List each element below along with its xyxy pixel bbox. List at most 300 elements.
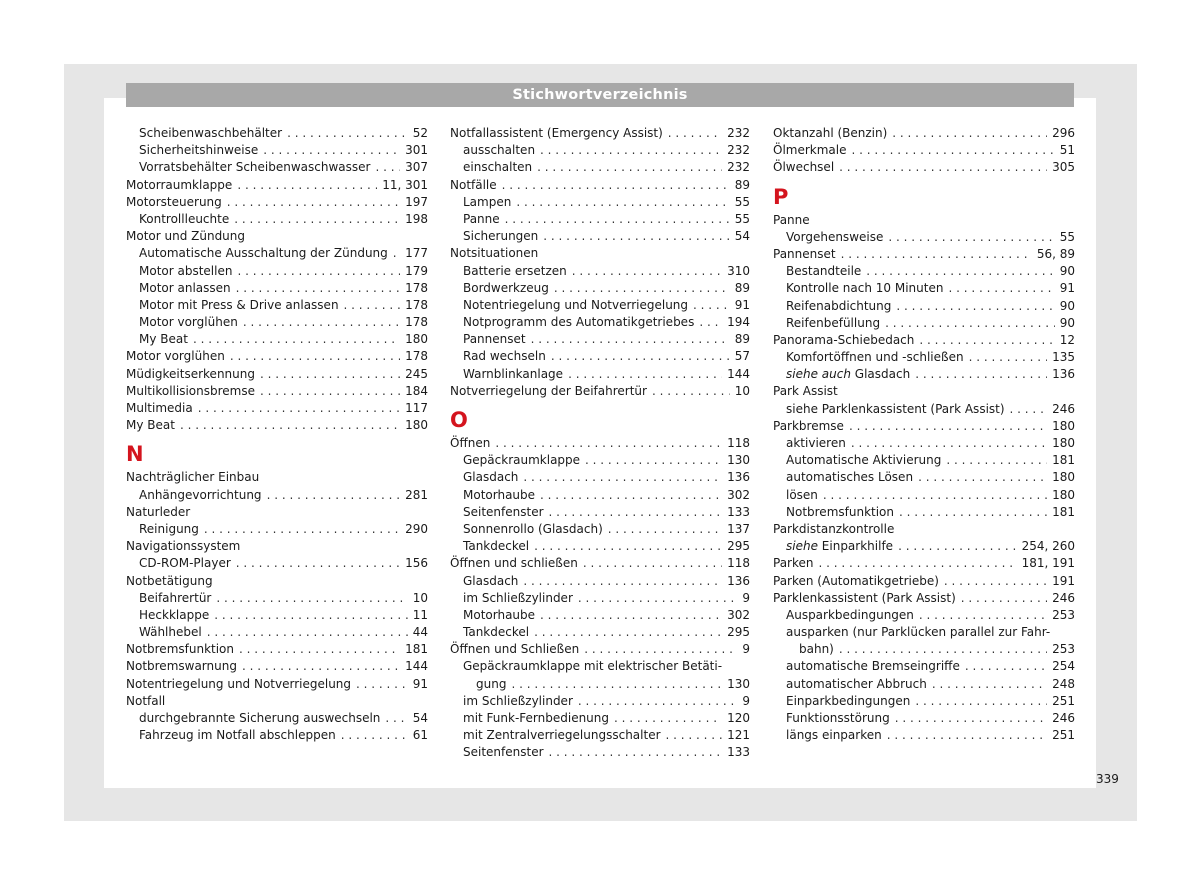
- index-entry: [773, 212, 1075, 229]
- entry-term: Glasdach: [463, 573, 519, 588]
- entry-term: My Beat: [126, 418, 175, 433]
- index-entry: [450, 435, 750, 452]
- entry-term: automatischer Abbruch: [786, 676, 927, 691]
- entry-term: Panne: [463, 211, 500, 226]
- entry-term: My Beat: [139, 332, 188, 347]
- entry-term: Gepäckraumklappe: [463, 453, 581, 468]
- index-subentry: [450, 573, 750, 590]
- index-subentry: [773, 693, 1075, 710]
- page-reference: 178: [405, 349, 428, 364]
- entry-term: Bestandteile: [786, 264, 862, 279]
- index-column-3: [773, 125, 1075, 744]
- index-subentry: [126, 142, 428, 159]
- dot-leader: [216, 590, 407, 607]
- page-reference: 248: [1052, 676, 1075, 691]
- entry-term: Parkbremse: [773, 418, 844, 433]
- entry-term: Notentriegelung und Notverriegelung: [126, 676, 352, 691]
- entry-term: Batterie ersetzen: [463, 263, 567, 278]
- page-reference: 281: [405, 487, 428, 502]
- entry-term: Ölmerkmale: [773, 143, 847, 158]
- index-subentry: [450, 744, 750, 761]
- index-subentry: [450, 607, 750, 624]
- index-subentry: [126, 727, 428, 744]
- dot-leader: [918, 469, 1047, 486]
- index-subentry: [450, 590, 750, 607]
- index-entry: [126, 693, 428, 710]
- dot-leader: [823, 487, 1047, 504]
- entry-term: Nachträglicher Einbau: [126, 470, 260, 485]
- page-reference: 91: [412, 676, 428, 691]
- index-subentry: [450, 142, 750, 159]
- index-entry: [126, 417, 428, 434]
- entry-term: Müdigkeitserkennung: [126, 366, 255, 381]
- index-entry: [126, 366, 428, 383]
- dot-leader: [932, 676, 1047, 693]
- dot-leader: [540, 142, 722, 159]
- page-reference: 121: [727, 728, 750, 743]
- dot-leader: [511, 676, 722, 693]
- index-subentry: [450, 727, 750, 744]
- page-reference: 305: [1052, 160, 1075, 175]
- index-subentry: [773, 229, 1075, 246]
- index-subentry: [450, 658, 750, 675]
- index-subentry: [450, 211, 750, 228]
- index-subentry: [126, 331, 428, 348]
- index-entry: [773, 555, 1075, 572]
- dot-leader: [919, 332, 1054, 349]
- entry-term: Sonnenrollo (Glasdach): [463, 521, 603, 536]
- page-reference: 133: [727, 504, 750, 519]
- dot-leader: [839, 159, 1047, 176]
- dot-leader: [502, 177, 730, 194]
- index-subentry: [773, 452, 1075, 469]
- dot-leader: [841, 246, 1032, 263]
- page-reference: 120: [727, 711, 750, 725]
- index-subentry: [450, 297, 750, 314]
- entry-term: Vorgehensweise: [786, 229, 884, 244]
- index-subentry: [450, 538, 750, 555]
- index-entry: [773, 573, 1075, 590]
- dot-leader: [919, 607, 1047, 624]
- entry-term: Naturleder: [126, 504, 191, 519]
- page-reference: 130: [727, 453, 750, 468]
- index-subentry: [450, 280, 750, 297]
- dot-leader: [516, 194, 729, 211]
- page-reference: 144: [405, 659, 428, 674]
- index-entry: [126, 658, 428, 675]
- dot-leader: [895, 710, 1047, 727]
- index-subentry: [773, 641, 1075, 658]
- page-reference: 232: [727, 143, 750, 158]
- index-subentry: [773, 487, 1075, 504]
- page-reference: 91: [1059, 281, 1075, 296]
- dot-leader: [239, 641, 400, 658]
- page-reference: 246: [1052, 711, 1075, 725]
- dot-leader: [584, 641, 737, 658]
- entry-term: Motorsteuerung: [126, 194, 222, 209]
- entry-term-text: Glasdach: [854, 367, 911, 382]
- dot-leader: [578, 590, 737, 607]
- index-column-2: [450, 125, 750, 762]
- entry-term: Navigationssystem: [126, 539, 241, 554]
- entry-term: einschalten: [463, 160, 533, 175]
- dot-leader: [534, 624, 722, 641]
- page-reference: 246: [1052, 590, 1075, 605]
- index-subentry: [773, 676, 1075, 693]
- entry-term: Automatische Ausschaltung der Zündung: [139, 246, 388, 261]
- index-subentry: [773, 469, 1075, 486]
- dot-leader: [578, 693, 737, 710]
- dot-leader: [608, 521, 722, 538]
- entry-term: Scheibenwaschbehälter: [139, 126, 283, 140]
- entry-term: CD-ROM-Player: [139, 556, 231, 571]
- index-subentry: [450, 159, 750, 176]
- dot-leader: [551, 348, 730, 365]
- index-entry: [773, 521, 1075, 538]
- entry-term: Seitenfenster: [463, 504, 544, 519]
- index-entry: [126, 348, 428, 365]
- entry-term: Vorratsbehälter Scheibenwaschwasser: [139, 160, 371, 175]
- index-entry: [126, 383, 428, 400]
- index-entry: [126, 504, 428, 521]
- entry-term: Kontrollleuchte: [139, 211, 230, 226]
- page-reference: 180: [1052, 487, 1075, 502]
- page-reference: 290: [405, 521, 428, 536]
- index-subentry: [773, 298, 1075, 315]
- page-reference: 89: [734, 280, 750, 295]
- entry-term: Notbremsfunktion: [126, 642, 235, 657]
- index-entry: [450, 555, 750, 572]
- entry-term: Multikollisionsbremse: [126, 383, 255, 398]
- entry-term: Fahrzeug im Notfall abschleppen: [139, 728, 336, 743]
- entry-term: Reifenbefüllung: [786, 315, 881, 330]
- dot-leader: [523, 469, 722, 486]
- entry-term: lösen: [786, 487, 818, 502]
- page-reference: 184: [405, 383, 428, 398]
- section-title-bar: [126, 83, 1074, 107]
- entry-term: im Schließzylinder: [463, 693, 573, 708]
- page-reference: 135: [1052, 350, 1075, 365]
- index-subentry: [773, 727, 1075, 744]
- dot-leader: [693, 297, 730, 314]
- entry-term: automatische Bremseingriffe: [786, 659, 960, 674]
- page-reference: 11: [412, 607, 428, 622]
- index-entry: [126, 228, 428, 245]
- index-subentry: [450, 228, 750, 245]
- dot-leader: [214, 607, 408, 624]
- entry-term: Motor mit Press & Drive anlassen: [139, 297, 339, 312]
- page-reference: 254, 260: [1021, 539, 1075, 554]
- page-reference: 118: [727, 556, 750, 571]
- dot-leader: [668, 125, 722, 142]
- dot-leader: [540, 607, 722, 624]
- index-entry: [773, 383, 1075, 400]
- index-subentry: [773, 349, 1075, 366]
- index-subentry: [126, 159, 428, 176]
- page-reference: 55: [734, 211, 750, 226]
- page-reference: 90: [1059, 315, 1075, 330]
- index-entry: [773, 418, 1075, 435]
- page-reference: 178: [405, 280, 428, 295]
- page-reference: 178: [405, 297, 428, 312]
- index-entry: [450, 641, 750, 658]
- index-entry: [450, 125, 750, 142]
- page-reference: 117: [405, 401, 428, 415]
- dot-leader: [287, 125, 408, 142]
- page-reference: 302: [727, 487, 750, 502]
- dot-leader: [965, 658, 1047, 675]
- index-subentry: [450, 452, 750, 469]
- page-reference: 118: [727, 436, 750, 450]
- entry-term: Motorhaube: [463, 607, 536, 622]
- entry-term: automatisches Lösen: [786, 470, 914, 485]
- entry-term: Öffnen und schließen: [450, 556, 578, 571]
- index-subentry: [773, 401, 1075, 418]
- page-reference: 89: [734, 332, 750, 347]
- index-subentry: [773, 504, 1075, 521]
- dot-leader: [385, 710, 407, 727]
- entry-term: Oktanzahl (Benzin): [773, 126, 888, 140]
- entry-term: Notsituationen: [450, 246, 539, 261]
- entry-term: Funktionsstörung: [786, 711, 890, 725]
- index-subentry: [773, 607, 1075, 624]
- entry-term: Notfälle: [450, 177, 497, 192]
- dot-leader: [885, 315, 1055, 332]
- dot-leader: [896, 298, 1054, 315]
- index-subentry: [450, 487, 750, 504]
- index-subentry: [450, 504, 750, 521]
- index-entry: [126, 469, 428, 486]
- index-subentry: [126, 263, 428, 280]
- entry-term: bahn): [799, 642, 834, 657]
- page-reference: 180: [1052, 436, 1075, 450]
- index-subentry: [773, 624, 1075, 641]
- page-reference: 10: [734, 383, 750, 398]
- entry-term: Parken: [773, 556, 814, 571]
- dot-leader: [652, 383, 730, 400]
- page-reference: 137: [727, 521, 750, 536]
- index-subentry: [450, 194, 750, 211]
- entry-term: Anhängevorrichtung: [139, 487, 262, 502]
- index-subentry: [126, 555, 428, 572]
- page-reference: 310: [727, 263, 750, 278]
- page-reference: 136: [727, 470, 750, 485]
- page-reference: 180: [405, 332, 428, 347]
- dot-leader: [852, 142, 1055, 159]
- index-entry: [450, 177, 750, 194]
- dot-leader: [505, 211, 730, 228]
- dot-leader: [243, 314, 400, 331]
- cross-reference-prefix: siehe auch: [786, 367, 851, 382]
- index-subentry: [773, 658, 1075, 675]
- entry-term: Kontrolle nach 10 Minuten: [786, 281, 944, 296]
- entry-term: Tankdeckel: [463, 539, 530, 554]
- page-reference: 54: [412, 711, 428, 725]
- dot-leader: [531, 331, 730, 348]
- dot-leader: [887, 727, 1047, 744]
- page-reference: 9: [742, 590, 750, 605]
- dot-leader: [969, 349, 1048, 366]
- entry-term: Pannenset: [463, 332, 526, 347]
- index-entry: [450, 245, 750, 262]
- dot-leader: [263, 142, 400, 159]
- dot-leader: [180, 417, 400, 434]
- entry-term: Park Assist: [773, 384, 838, 399]
- page-reference: 136: [1052, 367, 1075, 382]
- dot-leader: [614, 710, 722, 727]
- page-reference: 179: [405, 263, 428, 278]
- entry-term: Notbetätigung: [126, 573, 213, 588]
- dot-leader: [944, 573, 1047, 590]
- dot-leader: [583, 555, 722, 572]
- index-entry: [773, 125, 1075, 142]
- page-reference: 51: [1059, 143, 1075, 158]
- index-subentry: [450, 710, 750, 727]
- page-reference: 181: [405, 642, 428, 657]
- index-subentry: [773, 366, 1075, 383]
- index-subentry: [450, 331, 750, 348]
- index-subentry: [450, 521, 750, 538]
- page-reference: 180: [1052, 418, 1075, 433]
- dot-leader: [1010, 401, 1048, 418]
- dot-leader: [237, 263, 400, 280]
- entry-term: Panne: [773, 212, 810, 227]
- dot-leader: [356, 676, 408, 693]
- page-reference: 178: [405, 315, 428, 330]
- page-reference: 136: [727, 573, 750, 588]
- index-entry: [773, 142, 1075, 159]
- index-entry: [450, 383, 750, 400]
- page-reference: 245: [405, 366, 428, 381]
- dot-leader: [193, 331, 400, 348]
- entry-term: Notprogramm des Automatikgetriebes: [463, 315, 695, 330]
- dot-leader: [234, 211, 400, 228]
- entry-term: Lampen: [463, 194, 512, 209]
- index-letter-heading: N: [126, 442, 144, 467]
- entry-term: Sicherheitshinweise: [139, 143, 259, 158]
- entry-term: im Schließzylinder: [463, 590, 573, 605]
- dot-leader: [534, 538, 722, 555]
- entry-term: Sicherungen: [463, 229, 539, 244]
- page-reference: 246: [1052, 401, 1075, 416]
- page-reference: 180: [405, 418, 428, 433]
- page-reference: 253: [1052, 642, 1075, 657]
- page-reference: 181: [1052, 453, 1075, 468]
- entry-term: Motor abstellen: [139, 263, 233, 278]
- dot-leader: [961, 590, 1047, 607]
- index-entry: [126, 676, 428, 693]
- page-reference: 54: [734, 229, 750, 244]
- page-reference: 56, 89: [1036, 246, 1075, 261]
- dot-leader: [207, 624, 408, 641]
- section-title: Stichwortverzeichnis: [512, 87, 688, 103]
- dot-leader: [572, 263, 722, 280]
- index-subentry: [450, 314, 750, 331]
- dot-leader: [554, 280, 730, 297]
- index-subentry: [126, 521, 428, 538]
- entry-term: Einparkbedingungen: [786, 693, 911, 708]
- entry-term: Motor und Zündung: [126, 229, 246, 244]
- entry-term: längs einparken: [786, 728, 882, 743]
- dot-leader: [839, 641, 1047, 658]
- entry-term-text: Einparkhilfe: [821, 539, 894, 554]
- entry-term: Wählhebel: [139, 625, 202, 640]
- index-subentry: [773, 538, 1075, 555]
- dot-leader: [866, 263, 1054, 280]
- dot-leader: [375, 159, 400, 176]
- page-reference: 198: [405, 211, 428, 226]
- index-subentry: [126, 211, 428, 228]
- index-entry: [126, 400, 428, 417]
- entry-term: aktivieren: [786, 436, 846, 450]
- entry-term: Motor vorglühen: [126, 349, 225, 364]
- page-reference: 91: [734, 297, 750, 312]
- index-entry: [126, 177, 428, 194]
- index-entry: [773, 159, 1075, 176]
- page-reference: 253: [1052, 607, 1075, 622]
- entry-term: Notverriegelung der Beifahrertür: [450, 383, 647, 398]
- index-subentry: [450, 348, 750, 365]
- page-reference: 156: [405, 556, 428, 571]
- index-entry: [126, 573, 428, 590]
- dot-leader: [666, 727, 723, 744]
- entry-term: Ausparkbedingungen: [786, 607, 914, 622]
- entry-term: Parken (Automatikgetriebe): [773, 573, 939, 588]
- index-subentry: [126, 624, 428, 641]
- page-reference: 251: [1052, 728, 1075, 743]
- entry-term: Heckklappe: [139, 607, 210, 622]
- dot-leader: [523, 573, 722, 590]
- entry-term: Multimedia: [126, 401, 193, 415]
- entry-term: ausparken (nur Parklücken parallel zur Fahr-: [786, 625, 1051, 640]
- page-reference: 11, 301: [382, 177, 428, 192]
- index-subentry: [126, 607, 428, 624]
- dot-leader: [230, 348, 400, 365]
- entry-term: mit Zentralverriegelungsschalter: [463, 728, 661, 743]
- cross-reference-prefix: siehe: [786, 539, 818, 554]
- dot-leader: [344, 297, 401, 314]
- index-subentry: [126, 710, 428, 727]
- entry-term: Motorhaube: [463, 487, 536, 502]
- dot-leader: [236, 555, 400, 572]
- dot-leader: [888, 229, 1054, 246]
- dot-leader: [537, 159, 722, 176]
- dot-leader: [948, 280, 1054, 297]
- dot-leader: [227, 194, 400, 211]
- dot-leader: [543, 228, 729, 245]
- dot-leader: [267, 487, 401, 504]
- page-reference: 302: [727, 607, 750, 622]
- page-reference: 130: [727, 676, 750, 691]
- entry-term: [786, 538, 893, 555]
- index-subentry: [126, 314, 428, 331]
- page-reference: 232: [727, 126, 750, 140]
- dot-leader: [898, 538, 1017, 555]
- index-letter-heading: O: [450, 408, 468, 432]
- page-reference: 12: [1059, 332, 1075, 347]
- entry-term: Notfall: [126, 693, 166, 708]
- dot-leader: [341, 727, 408, 744]
- dot-leader: [393, 245, 400, 262]
- index-subentry: [773, 280, 1075, 297]
- entry-term: siehe Parklenkassistent (Park Assist): [786, 401, 1005, 416]
- entry-term: Parkdistanzkontrolle: [773, 521, 895, 536]
- entry-term: Motorraumklappe: [126, 177, 233, 192]
- entry-term: Motor anlassen: [139, 280, 231, 295]
- page-reference: 90: [1059, 264, 1075, 279]
- index-entry: [773, 332, 1075, 349]
- entry-term: Glasdach: [463, 470, 519, 485]
